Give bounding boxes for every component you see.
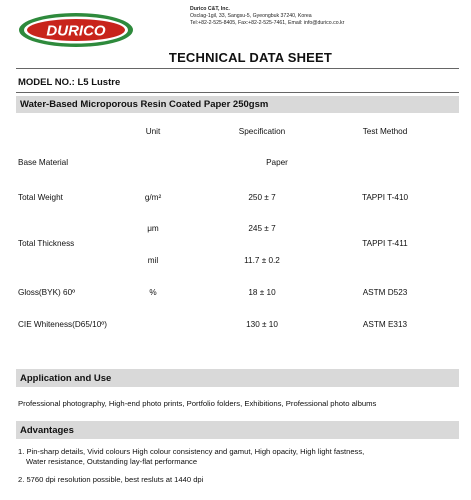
header-unit: Unit: [145, 127, 161, 136]
row-thickness-unit-1: μm: [147, 224, 159, 233]
model-divider: [16, 92, 459, 93]
row-gloss-spec: 18 ± 10: [248, 288, 276, 297]
row-gloss-unit: %: [149, 288, 157, 297]
company-contact: Tel:+82-2-525-8405, Fax:+82-2-525-7461, Email: info@durico.co.kr: [190, 20, 345, 26]
header-spec: Specification: [238, 127, 286, 136]
row-weight-unit: g/m²: [144, 193, 162, 202]
title-divider: [16, 68, 459, 69]
logo-text: DURICO: [46, 22, 106, 40]
row-weight-spec: 250 ± 7: [248, 193, 276, 202]
company-name: Durico C&T, Inc.: [190, 6, 230, 12]
company-address: Osclag-1gil, 33, Sangsu-5, Gyeongbuk 37240, Korea: [190, 13, 312, 19]
product-band: [16, 96, 459, 113]
row-whiteness-label: CIE Whiteness(D65/10º): [18, 320, 107, 329]
row-base-spec: Paper: [266, 158, 288, 167]
sheet-title: TECHNICAL DATA SHEET: [168, 50, 333, 65]
advantages-item-1-cont: Water resistance, Outstanding lay-flat performance: [26, 457, 198, 466]
row-thickness-label: Total Thickness: [18, 239, 75, 248]
product-name: Water-Based Microporous Resin Coated Paper 250gsm: [20, 99, 269, 110]
application-text: Professional photography, High-end photo prints, Portfolio folders, Exhibitions, Professional photo albums: [18, 399, 377, 408]
advantages-item-1: 1. Pin-sharp details, Vivid colours High colour consistency and gamut, High opacity, High light fastness,: [18, 447, 365, 456]
header-test: Test Method: [362, 127, 408, 136]
advantages-heading: Advantages: [20, 424, 74, 436]
application-heading: Application and Use: [20, 372, 112, 384]
row-weight-label: Total Weight: [18, 193, 63, 202]
row-gloss-label: Gloss(BYK) 60º: [18, 288, 76, 297]
row-whiteness-spec: 130 ± 10: [246, 320, 278, 329]
row-thickness-unit-2: mil: [147, 256, 159, 265]
row-thickness-spec-2: 11.7 ± 0.2: [244, 256, 280, 265]
model-number: MODEL NO.: L5 Lustre: [18, 77, 121, 88]
row-weight-test: TAPPI T-410: [361, 193, 409, 202]
row-thickness-spec-1: 245 ± 7: [248, 224, 276, 233]
application-band: [16, 369, 459, 387]
durico-logo: [16, 10, 136, 50]
company-info: [190, 6, 460, 27]
advantages-item-2: 2. 5760 dpi resolution possible, best resluts at 1440 dpi: [18, 475, 204, 484]
row-whiteness-test: ASTM E313: [362, 320, 408, 329]
row-thickness-test: TAPPI T-411: [362, 239, 408, 248]
row-base-label: Base Material: [18, 158, 69, 167]
row-gloss-test: ASTM D523: [362, 288, 408, 297]
advantages-band: [16, 421, 459, 439]
